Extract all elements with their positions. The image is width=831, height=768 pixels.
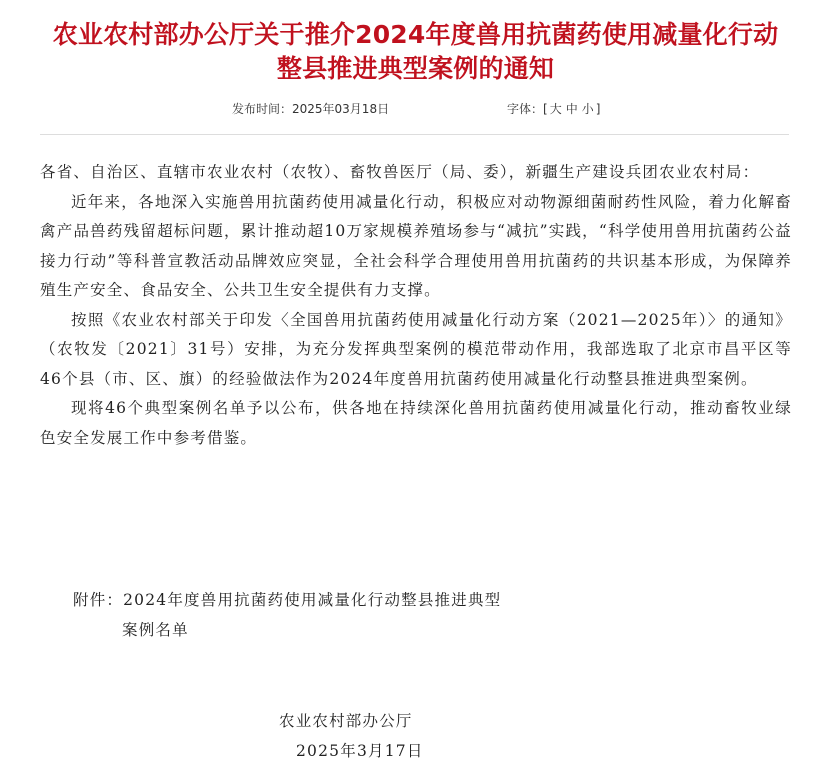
bracket-close: ] — [595, 102, 601, 116]
font-size-large-link[interactable]: 大 — [549, 102, 562, 116]
bracket-open: [ — [543, 102, 548, 116]
body-paragraph-1: 近年来，各地深入实施兽用抗菌药使用减量化行动，积极应对动物源细菌耐药性风险，着力化解畜禽产品兽药残留超标问题，累计推动超10万家规模养殖场参与“减抗”实践，“科学使用兽用抗菌药公益接力行动”等科普宣教活动品牌效应突显，全社会科学合理使用兽用抗菌药的共识基本形成，为保障养殖生产安全、食品安全、公共卫生安全提供有力支撑。 — [40, 192, 792, 299]
signature-date: 2025年3月17日 — [296, 742, 424, 760]
salutation: 各省、自治区、直辖市农业农村（农牧）、畜牧兽医厅（局、委），新疆生产建设兵团农业农村局： — [40, 163, 760, 181]
font-size-label: 字体： — [507, 102, 544, 116]
body-paragraph-2: 按照《农业农村部关于印发〈全国兽用抗菌药使用减量化行动方案（2021—2025年）〉的通知》（农牧发〔2021〕31号）安排，为充分发挥典型案例的模范带动作用，我部选取了北京市昌平区等46个县（市、区、旗）的经验做法作为2024年度兽用抗菌药使用减量化行动整县推进典型案例。 — [40, 310, 792, 388]
title-line-2: 整县推进典型案例的通知 — [276, 54, 555, 83]
body-paragraph-3: 现将46个典型案例名单予以公布，供各地在持续深化兽用抗菌药使用减量化行动，推动畜牧业绿色安全发展工作中参考借鉴。 — [40, 399, 792, 447]
article-body — [40, 158, 792, 453]
attachment-note — [73, 586, 501, 645]
signature-org: 农业农村部办公厅 — [279, 712, 413, 730]
font-size-medium-link[interactable]: 中 — [565, 102, 578, 116]
header-divider — [40, 134, 789, 135]
font-size-switcher — [507, 100, 600, 117]
attachment-line-2: 案例名单 — [122, 620, 189, 639]
article-meta — [0, 100, 831, 120]
attachment-line-1: 附件：2024年度兽用抗菌药使用减量化行动整县推进典型 — [73, 591, 502, 609]
publish-date: 发布时间：2025年03月18日 — [232, 102, 390, 116]
signature-block — [0, 706, 424, 766]
font-size-small-link[interactable]: 小 — [581, 102, 594, 116]
page-title — [20, 18, 811, 86]
title-line-1: 农业农村部办公厅关于推介2024年度兽用抗菌药使用减量化行动 — [52, 20, 779, 49]
